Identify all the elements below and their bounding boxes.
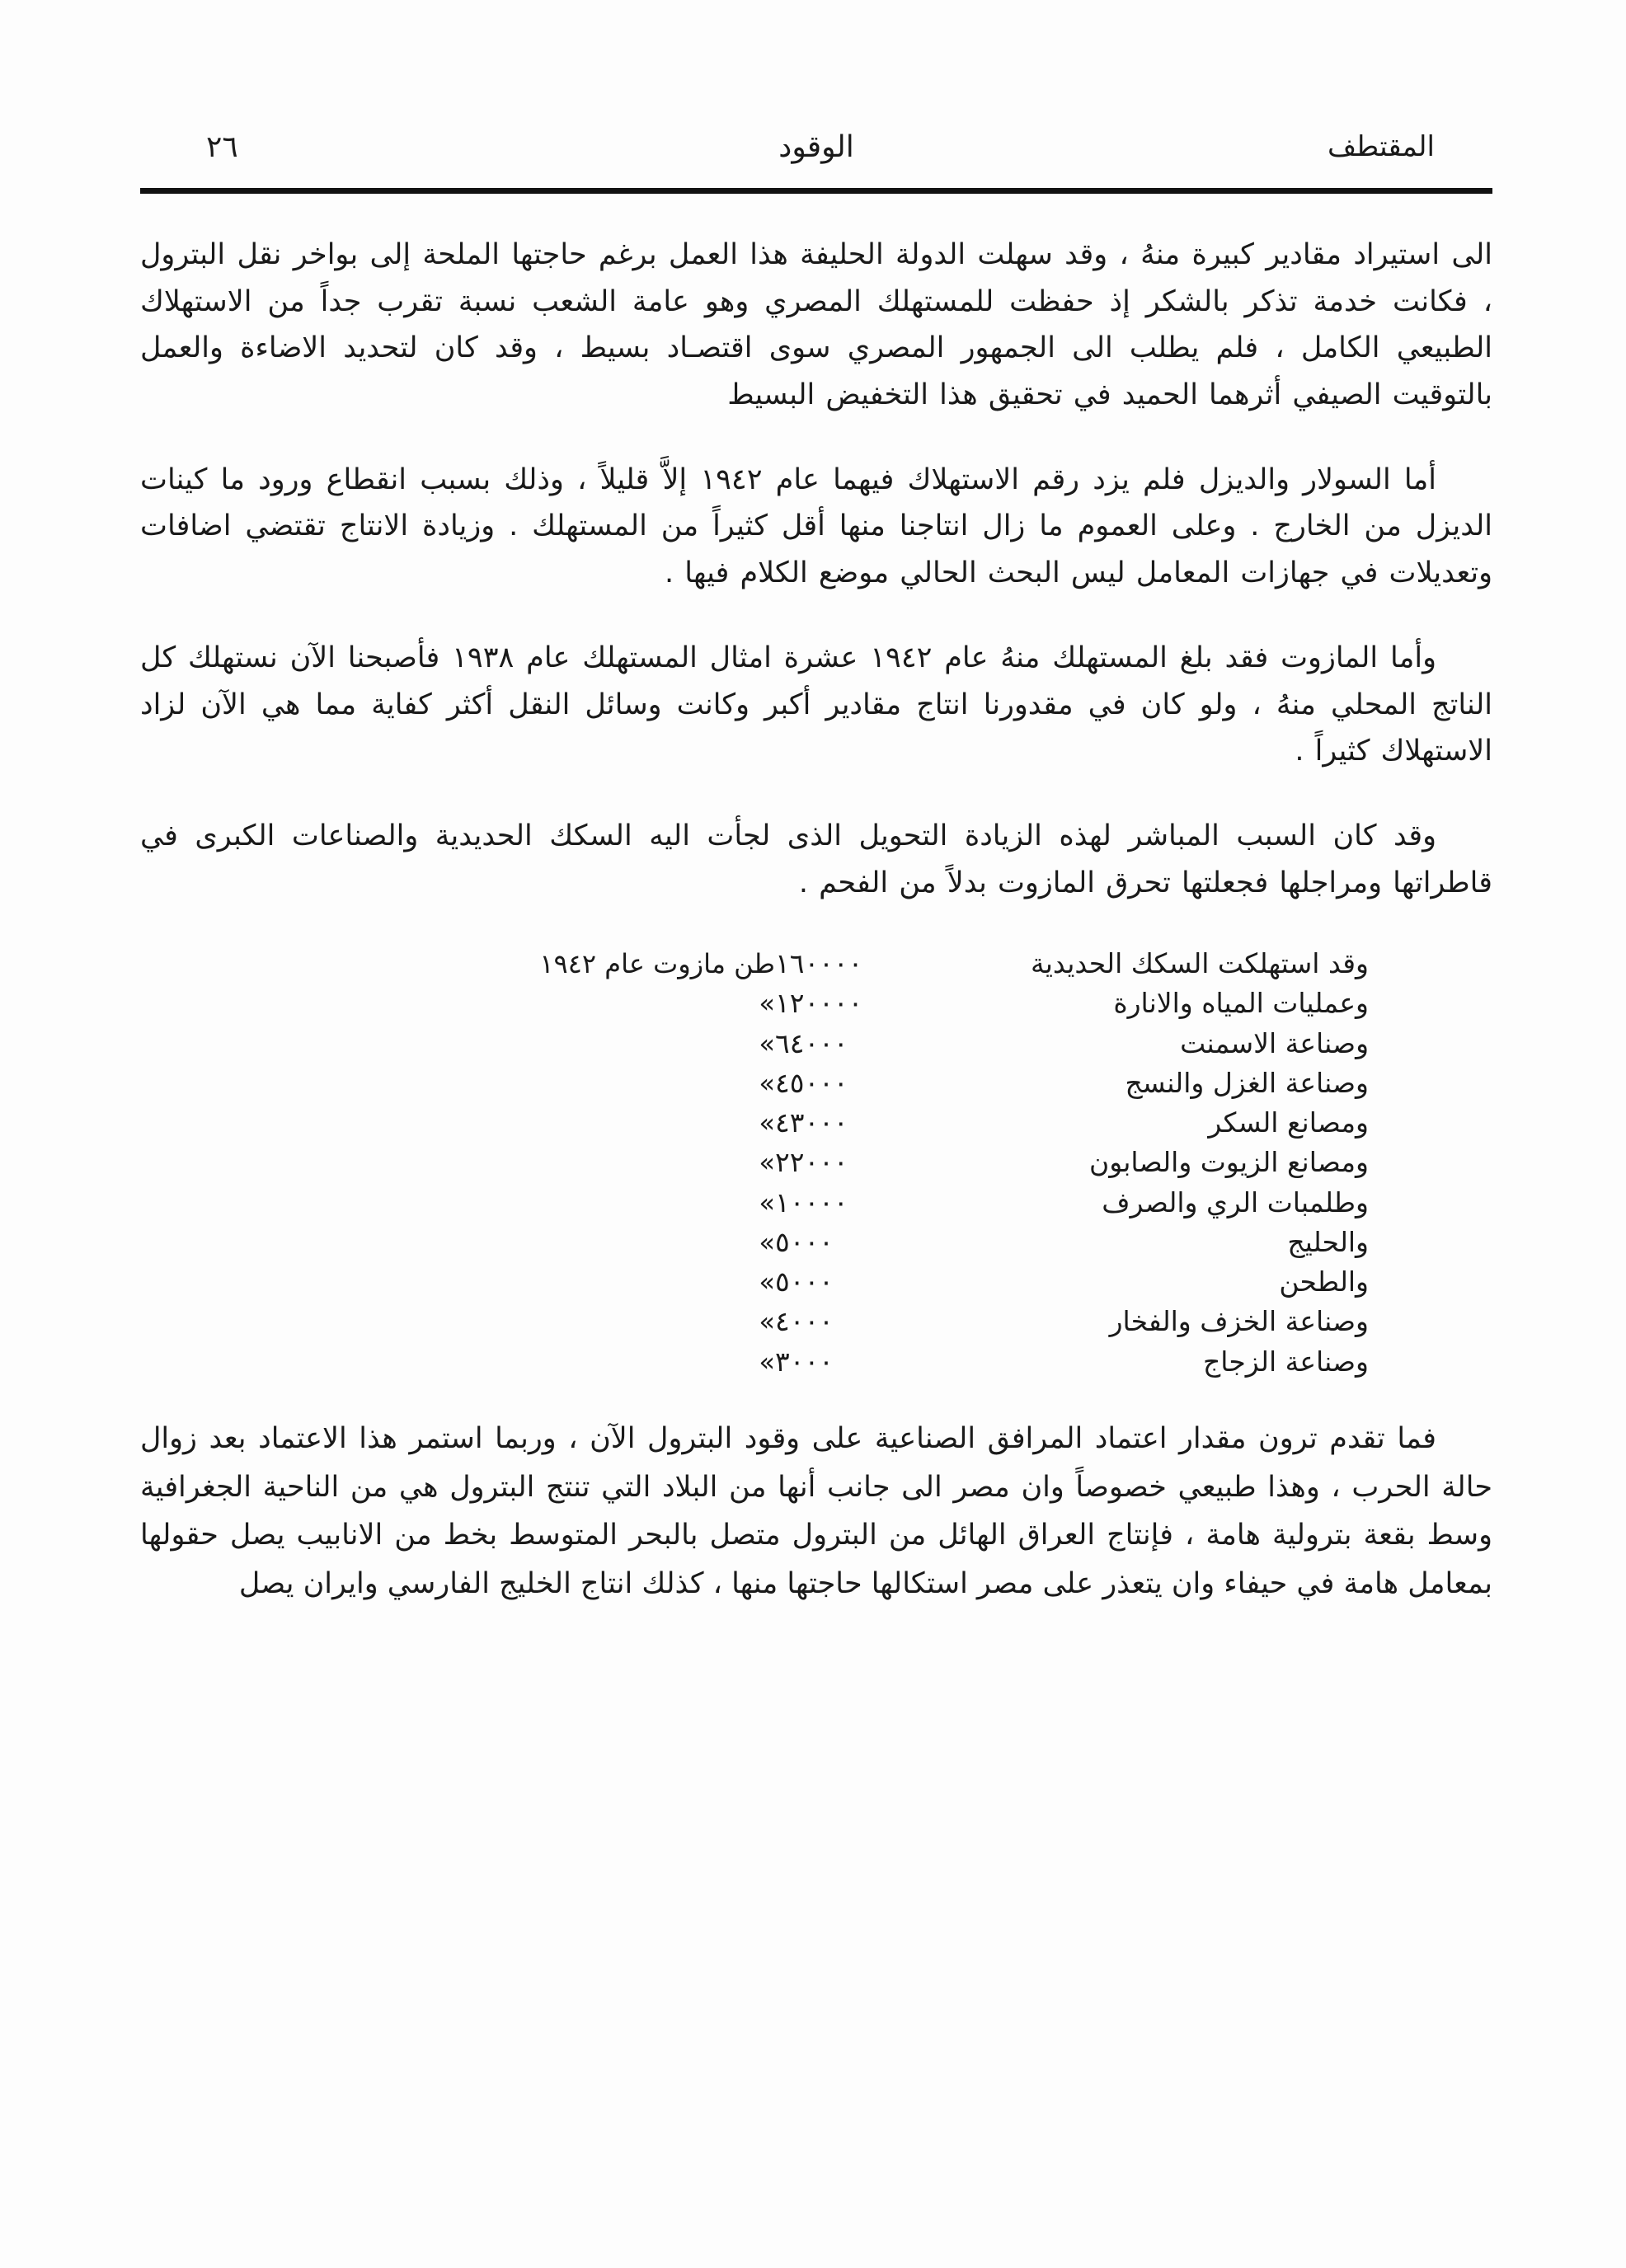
table-row [539,984,1369,1023]
table-row [539,1342,1369,1382]
table-row [539,1064,1369,1103]
row-unit: » [759,1186,775,1219]
consumption-table-wrapper [140,944,1492,1382]
row-unit: » [759,1147,775,1179]
row-value: ٥٠٠٠ [775,1225,834,1258]
row-label: وصناعة الاسمنت [1180,1026,1369,1059]
row-label: والطحن [1279,1265,1369,1298]
row-value: ١٢٠٠٠٠ [775,987,863,1020]
table-row [539,944,1369,984]
consumption-table [539,944,1369,1382]
table-row [539,1302,1369,1341]
table-row [539,1223,1369,1262]
row-label: والحليج [1287,1225,1369,1258]
row-label: ومصانع السكر [1208,1106,1369,1139]
row-unit: » [759,1266,775,1298]
row-unit: » [759,988,775,1020]
row-unit: » [759,1345,775,1378]
row-value: ٤٠٠٠ [775,1305,834,1338]
row-label: وعمليات المياه والانارة [1113,987,1369,1020]
row-value: ١٠٠٠٠ [775,1186,848,1219]
table-row [539,1143,1369,1182]
paragraph: وأما المازوت فقد بلغ المستهلك منهُ عام ١٩٤٢ عشرة امثال المستهلك عام ١٩٣٨ فأصبحنا الآن نستهلك كل الناتج المحلي منهُ ، ولو كان في مقدورنا انتاج مقادير أكبر وكانت وسائل النقل أكثر كفاية مما هي الآن لزاد الاستهلاك كثيراً . [140,641,1492,768]
row-label: وصناعة الغزل والنسج [1125,1066,1369,1099]
row-unit: » [759,1107,775,1139]
row-label: وصناعة الخزف والفخار [1109,1305,1369,1338]
journal-name: المقتطف [1327,130,1435,163]
row-label: وقد استهلكت السكك الحديدية [1031,947,1369,980]
article-title: الوقود [778,130,854,164]
row-label: وصناعة الزجاج [1202,1345,1369,1378]
row-unit: » [759,1027,775,1059]
row-unit: » [759,1226,775,1258]
row-value: ٤٥٠٠٠ [775,1066,848,1099]
row-unit: طن مازوت عام ١٩٤٢ [539,948,775,980]
page-number: ٢٦ [206,130,238,164]
closing-section [140,1415,1492,1608]
row-value: ٣٠٠٠ [775,1345,834,1378]
table-row [539,1103,1369,1143]
table-row [539,1024,1369,1064]
row-value: ٢٢٠٠٠ [775,1146,848,1179]
running-header [140,91,1492,170]
row-unit: » [759,1067,775,1099]
article-body [140,232,1492,1608]
row-value: ٤٣٠٠٠ [775,1106,848,1139]
paragraph: فما تقدم ترون مقدار اعتماد المرافق الصناعية على وقود البترول الآن ، وربما استمر هذا الاعتماد بعد زوال حالة الحرب ، وهذا طبيعي خصوصاً وان مصر الى جانب أنها من البلاد التي تنتج البترول هي من الناحية الجغرافية وسط بقعة بترولية هامة ، فإنتاج العراق الهائل من البترول متصل بالبحر المتوسط بخط من الانابيب يصل حقولها بمعامل هامة في حيفاء وان يتعذر على مصر استكالها حاجتها منها ، كذلك انتاج الخليج الفارسي وايران يصل [140,1421,1492,1601]
table-row [539,1183,1369,1223]
paragraph: أما السولار والديزل فلم يزد رقم الاستهلاك فيهما عام ١٩٤٢ إلاَّ قليلاً ، وذلك بسبب انقطاع ورود ما كينات الديزل من الخارج . وعلى العموم ما زال انتاجنا منها أقل كثيراً من المستهلك . وزيادة الانتاج تقتضي اضافات وتعديلات في جهازات المعامل ليس البحث الحالي موضع الكلام فيها . [140,463,1492,590]
header-rule [140,188,1492,194]
row-unit: » [759,1306,775,1338]
row-value: ١٦٠٠٠٠ [775,947,863,980]
paragraph: الى استيراد مقادير كبيرة منهُ ، وقد سهلت الدولة الحليفة هذا العمل برغم حاجتها الملحة إلى بواخر نقل البترول ، فكانت خدمة تذكر بالشكر إذ حفظت للمستهلك المصري وهو عامة الشعب نسبة تقرب جداً من الاستهلاك الطبيعي الكامل ، فلم يطلب الى الجمهور المصري سوى اقتصـاد بسيط ، وقد كان لتحديد الاضاءة والعمل بالتوقيت الصيفي أثرهما الحميد في تحقيق هذا التخفيض البسيط [140,238,1492,412]
row-label: ومصانع الزيوت والصابون [1088,1146,1369,1179]
row-value: ٦٤٠٠٠ [775,1026,848,1059]
page-sheet [140,91,1492,2168]
row-label: وطلمبات الري والصرف [1102,1186,1369,1219]
table-row [539,1262,1369,1302]
paragraph: وقد كان السبب المباشر لهذه الزيادة التحويل الذى لجأت اليه السكك الحديدية والصناعات الكبرى في قاطراتها ومراجلها فجعلتها تحرق المازوت بدلاً من الفحم . [140,819,1492,899]
row-value: ٥٠٠٠ [775,1265,834,1298]
